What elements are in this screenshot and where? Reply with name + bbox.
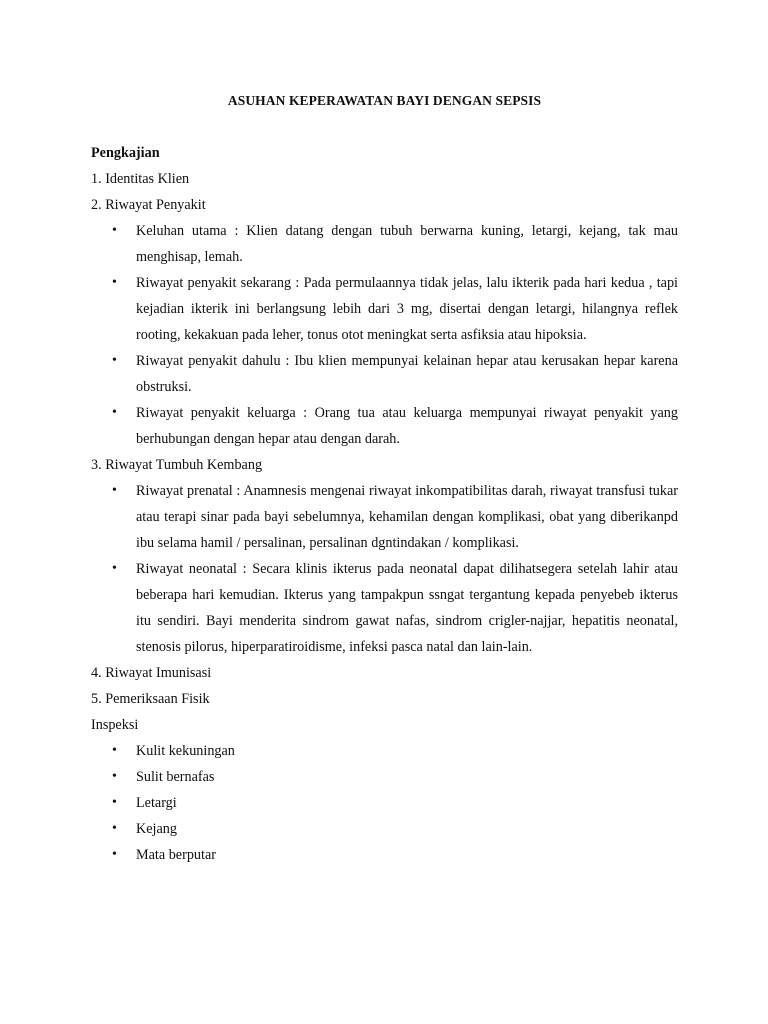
bullet-icon: • bbox=[112, 275, 117, 290]
bullet-icon: • bbox=[112, 743, 117, 758]
section-4: 4. Riwayat Imunisasi bbox=[91, 665, 212, 681]
section-heading: Pengkajian bbox=[91, 145, 160, 161]
list-item: • Riwayat penyakit keluarga : Orang tua atau keluarga mempunyai riwayat penyakit yang berhubungan dengan hepar atau dengan darah. bbox=[136, 400, 678, 452]
bullet-icon: • bbox=[112, 561, 117, 576]
bullet-icon: • bbox=[112, 223, 117, 238]
list-item: • Sulit bernafas bbox=[136, 764, 678, 790]
bullet-icon: • bbox=[112, 353, 117, 368]
bullet-icon: • bbox=[112, 795, 117, 810]
list-item: • Letargi bbox=[136, 790, 678, 816]
bullet-icon: • bbox=[112, 821, 117, 836]
document-title: ASUHAN KEPERAWATAN BAYI DENGAN SEPSIS bbox=[227, 93, 542, 108]
bullet-icon: • bbox=[112, 405, 117, 420]
section-2-list bbox=[91, 218, 678, 452]
section-2: 2. Riwayat Penyakit bbox=[91, 197, 206, 213]
bullet-icon: • bbox=[112, 769, 117, 784]
list-item: • Riwayat neonatal : Secara klinis ikterus pada neonatal dapat dilihatsegera setelah lahir atau beberapa hari kemudian. Ikterus yang tampakpun ssngat tergantung kepada penyebeb ikterus itu sendiri. Bayi menderita sindrom gawat nafas, sindrom crigler-najjar, hepatitis neonatal, stenosis pilorus, hiperparatiroidisme, infeksi pasca natal dan lain-lain. bbox=[136, 556, 678, 660]
list-item: • Kejang bbox=[136, 816, 678, 842]
section-3: 3. Riwayat Tumbuh Kembang bbox=[91, 457, 263, 473]
list-item: • Riwayat prenatal : Anamnesis mengenai riwayat inkompatibilitas darah, riwayat transfusi tukar atau terapi sinar pada bayi sebelumnya, kehamilan dengan komplikasi, obat yang diberikanpd ibu selama hamil / persalinan, persalinan dgntindakan / komplikasi. bbox=[136, 478, 678, 556]
inspeksi-list bbox=[91, 738, 678, 868]
list-item: • Riwayat penyakit sekarang : Pada permulaannya tidak jelas, lalu ikterik pada hari kedua , tapi kejadian ikterik ini berlangsung lebih dari 3 mg, disertai dengan letargi, hilangnya reflek rooting, kekakuan pada leher, tonus otot meningkat serta asfiksia atau hipoksia. bbox=[136, 270, 678, 348]
bullet-icon: • bbox=[112, 483, 117, 498]
section-3-list bbox=[91, 478, 678, 660]
list-item: • Riwayat penyakit dahulu : Ibu klien mempunyai kelainan hepar atau kerusakan hepar karena obstruksi. bbox=[136, 348, 678, 400]
inspeksi-heading: Inspeksi bbox=[91, 717, 139, 733]
section-5: 5. Pemeriksaan Fisik bbox=[91, 691, 210, 707]
list-item: • Keluhan utama : Klien datang dengan tubuh berwarna kuning, letargi, kejang, tak mau menghisap, lemah. bbox=[136, 218, 678, 270]
section-1: 1. Identitas Klien bbox=[91, 171, 190, 187]
list-item: • Kulit kekuningan bbox=[136, 738, 678, 764]
list-item: • Mata berputar bbox=[136, 842, 678, 868]
bullet-icon: • bbox=[112, 847, 117, 862]
